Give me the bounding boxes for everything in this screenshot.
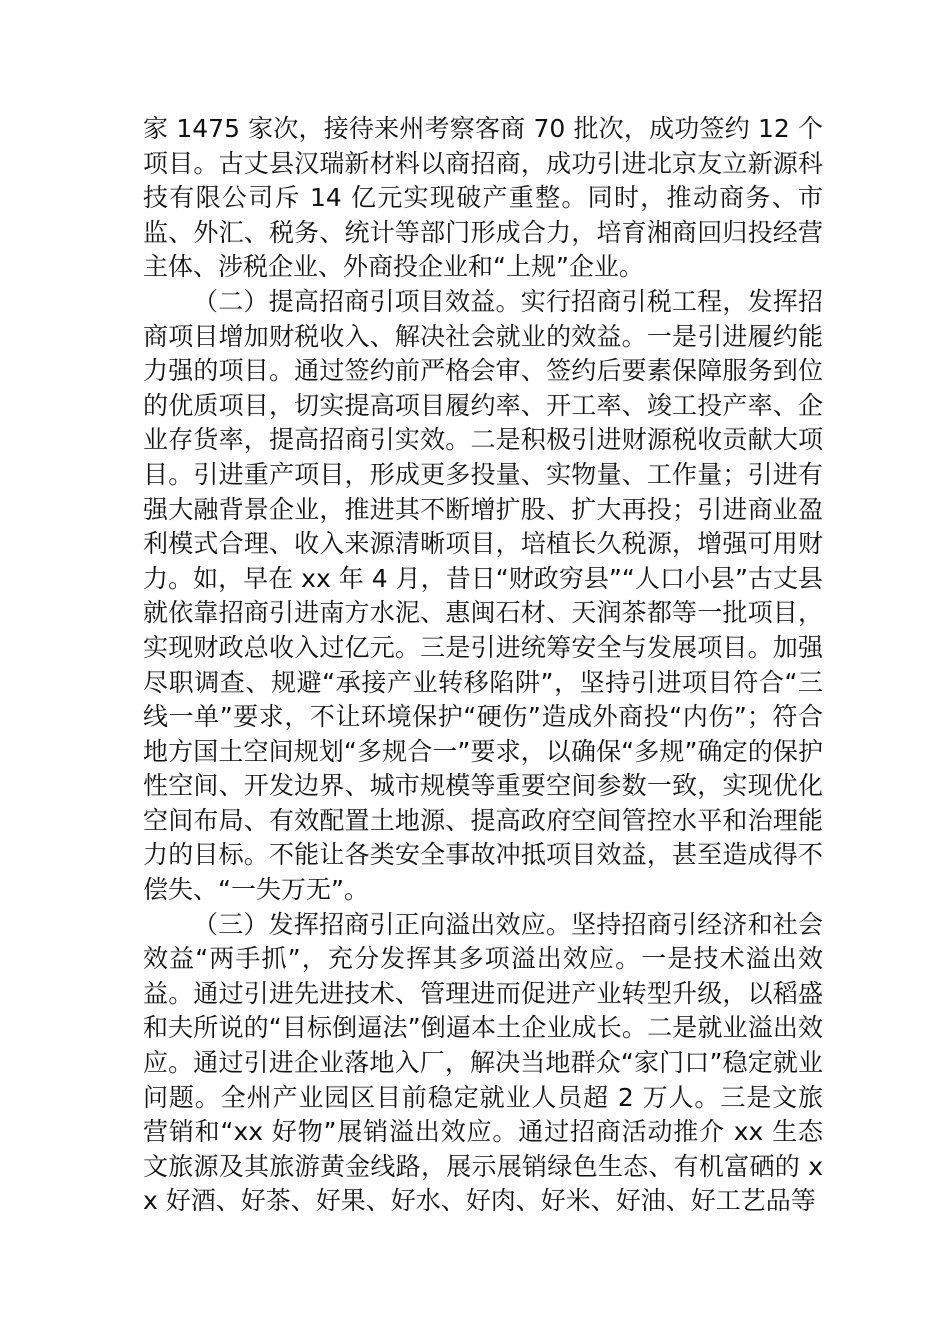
paragraph-continuation: 家 1475 家次，接待来州考察客商 70 批次，成功签约 12 个项目。古丈县汉瑞新材料以商招商，成功引进北京友立新源科技有限公司斥 14 亿元实现破产重整。同时，推动商务、市监、外汇、税务、统计等部门形成合力，培育湘商回归投经营主体、涉税企业、外商投企业和“上规”企业。 (143, 114, 823, 282)
paragraph-section-two: （二）提高招商引项目效益。实行招商引税工程，发挥招商项目增加财税收入、解决社会就业的效益。一是引进履约能力强的项目。通过签约前严格会审、签约后要素保障服务到位的优质项目，切实提高项目履约率、开工率、竣工投产率、企业存货率，提高招商引实效。二是积极引进财源税收贡献大项目。引进重产项目，形成更多投量、实物量、工作量；引进有强大融背景企业，推进其不断增扩股、扩大再投；引进商业盈利模式合理、收入来源清晰项目，培植长久税源，增强可用财力。如，早在 xx 年 4 月，昔日“财政穷县”“人口小县”古丈县就依靠招商引进南方水泥、惠闽石材、天润茶都等一批项目，实现财政总收入过亿元。三是引进统筹安全与发展项目。加强尽职调查、规避“承接产业转移陷阱”，坚持引进项目符合“三线一单”要求，不让环境保护“硬伤”造成外商投“内伤”；符合地方国土空间规划“多规合一”要求，以确保“多规”确定的保护性空间、开发边界、城市规模等重要空间参数一致，实现优化空间布局、有效配置土地源、提高政府空间管控水平和治理能力的目标。不能让各类安全事故冲抵项目效益，甚至造成得不偿失、“一失万无”。 (143, 286, 823, 905)
document-body (143, 112, 823, 1219)
paragraph-section-three: （三）发挥招商引正向溢出效应。坚持招商引经济和社会效益“两手抓”，充分发挥其多项溢出效应。一是技术溢出效益。通过引进先进技术、管理进而促进产业转型升级，以稻盛和夫所说的“目标倒逼法”倒逼本土企业成长。二是就业溢出效应。通过引进企业落地入厂，解决当地群众“家门口”稳定就业问题。全州产业园区目前稳定就业人员超 2 万人。三是文旅营销和“xx 好物”展销溢出效应。通过招商活动推介 xx 生态文旅源及其旅游黄金线路，展示展销绿色生态、有机富硒的 xx 好酒、好茶、好果、好水、好肉、好米、好油、好工艺品等 (143, 909, 823, 1216)
